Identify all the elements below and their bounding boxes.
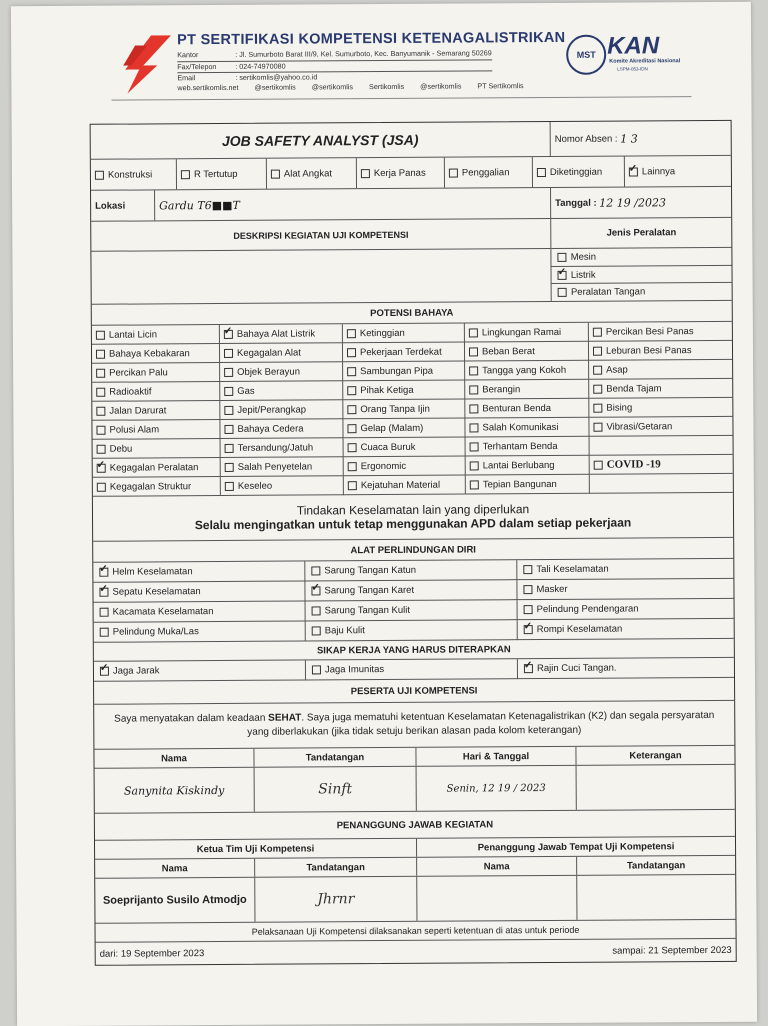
- equip-mesin[interactable]: Mesin: [552, 248, 732, 267]
- peserta-label: PESERTA UJI KOMPETENSI: [350, 684, 478, 697]
- apd-sarung-tangan-katun[interactable]: [305, 560, 517, 581]
- checkbox[interactable]: [361, 169, 370, 178]
- checkbox[interactable]: [593, 346, 602, 355]
- col-hari-tanggal: Hari & Tanggal: [416, 747, 576, 766]
- hazard-label: Vibrasi/Getaran: [606, 420, 673, 433]
- hazard-beban-berat[interactable]: [465, 342, 589, 362]
- checkbox[interactable]: [224, 348, 233, 357]
- lokasi-value[interactable]: Gardu T6■■T: [159, 198, 240, 212]
- hazard-label: Gas: [237, 385, 255, 397]
- checkbox[interactable]: [348, 443, 357, 452]
- hazard-tersandung-jatuh[interactable]: [221, 438, 344, 458]
- hazard-label: COVID -19: [606, 458, 661, 471]
- lokasi-label: Lokasi: [91, 190, 155, 220]
- apd-kacamata-keselamatan[interactable]: [94, 601, 306, 622]
- checkbox[interactable]: [523, 565, 532, 574]
- pj-label: PENANGGUNG JAWAB KEGIATAN: [336, 818, 494, 831]
- kan-subtitle: Komite Akreditasi Nasional: [609, 58, 681, 65]
- apd-sepatu-keselamatan[interactable]: [93, 581, 305, 602]
- hazard-label: Bahaya Alat Listrik: [236, 327, 316, 340]
- checkbox[interactable]: [347, 348, 356, 357]
- periode-dari: dari: 19 September 2023: [99, 947, 205, 960]
- tindakan-heading: Tindakan Keselamatan lain yang diperlukan: [296, 502, 530, 518]
- checkbox[interactable]: [96, 330, 105, 339]
- tiktok-link: @sertikomlis: [420, 81, 462, 91]
- hazard-label: Sambungan Pipa: [360, 365, 434, 377]
- apd-label: Pelindung Pendengaran: [536, 603, 639, 616]
- col-keterangan: Keterangan: [629, 749, 682, 762]
- hazard-label: Orang Tanpa Ijin: [360, 403, 430, 415]
- checkbox[interactable]: [558, 270, 567, 279]
- company-logo: [121, 35, 171, 93]
- hazard-label: Beban Berat: [481, 345, 535, 357]
- checkbox[interactable]: [524, 664, 533, 673]
- checkbox[interactable]: [593, 403, 602, 412]
- apd-label: Pelindung Muka/Las: [112, 626, 199, 638]
- checkbox[interactable]: [312, 665, 321, 674]
- sikap-jaga-imunitas[interactable]: [306, 659, 518, 680]
- company-name: PT SERTIFIKASI KOMPETENSI KETENAGALISTRIKAN: [177, 29, 566, 49]
- apd-label: Rompi Keselamatan: [536, 623, 623, 636]
- hazard-label: Lingkungan Ramai: [481, 326, 562, 338]
- work-type-lainnya[interactable]: ✓ Lainnya: [625, 156, 731, 187]
- checkbox[interactable]: [224, 424, 233, 433]
- checkbox[interactable]: [225, 462, 234, 471]
- pj-col-nama: Nama: [417, 857, 577, 876]
- hazard-tepian-bangunan[interactable]: [466, 475, 590, 495]
- hazard-label: Objek Berayun: [237, 366, 301, 378]
- hazard-label: Debu: [109, 443, 133, 455]
- hazard-tangga-yang-kokoh[interactable]: [465, 361, 589, 381]
- checkbox[interactable]: [469, 347, 478, 356]
- hazard-gelap-malam[interactable]: [343, 419, 465, 439]
- hazard-label: Leburan Besi Panas: [605, 344, 692, 357]
- hazard-lingkungan-ramai[interactable]: [465, 323, 589, 343]
- checkbox[interactable]: [224, 386, 233, 395]
- hazard-ketinggian[interactable]: [343, 324, 465, 344]
- checkbox[interactable]: [348, 481, 357, 490]
- hazard-label: Terhantam Benda: [482, 440, 558, 452]
- checkbox[interactable]: [594, 460, 603, 469]
- checkbox[interactable]: [96, 425, 105, 434]
- potensi-bahaya-label: POTENSI BAHAYA: [370, 307, 454, 319]
- hazard-jepit-perangkap[interactable]: [220, 400, 343, 420]
- peserta-hari[interactable]: Senin, 12 19 / 2023: [446, 782, 546, 795]
- hazard-label: Ketinggian: [359, 327, 405, 339]
- statement: Saya menyatakan dalam keadaan SEHAT. Saya juga mematuhi ketentuan Keselamatan Ketenagalistrikan (K2) dan segala persyaratan yang diberlakukan (jika tidak setuju berikan alasan pada kolom keterangan): [114, 709, 715, 738]
- hazard-sambungan-pipa[interactable]: [343, 362, 465, 382]
- apd-label: Baju Kulit: [324, 625, 365, 637]
- hazard-label: Gelap (Malam): [360, 422, 424, 434]
- twitter-link: @sertikomlis: [311, 82, 354, 92]
- hazard-grid: [92, 322, 733, 497]
- apd-label: Sarung Tangan Karet: [324, 584, 415, 597]
- checkbox[interactable]: [311, 586, 320, 595]
- pj-signature[interactable]: [577, 875, 735, 920]
- facebook-link: Sertikomlis: [368, 81, 405, 92]
- apd-masker[interactable]: [517, 579, 733, 600]
- checkbox[interactable]: [470, 442, 479, 451]
- checkbox[interactable]: [537, 168, 546, 177]
- checkbox[interactable]: [593, 365, 602, 374]
- checkbox[interactable]: [96, 349, 105, 358]
- checkbox[interactable]: [348, 462, 357, 471]
- peserta-signature[interactable]: Sinft: [318, 781, 353, 798]
- ketua-nama: Soeprijanto Susilo Atmodjo: [95, 878, 255, 923]
- col-tandatangan: Tandatangan: [254, 748, 416, 767]
- checkbox[interactable]: [470, 461, 479, 470]
- apd-label: Masker: [536, 583, 568, 596]
- header-divider: [111, 96, 691, 101]
- apd-label: ALAT PERLINDUNGAN DIRI: [350, 543, 476, 556]
- apd-label: Helm Keselamatan: [112, 566, 193, 578]
- apd-label: Sarung Tangan Kulit: [324, 604, 411, 617]
- social-links: [177, 81, 537, 92]
- kan-logo: KAN: [607, 32, 660, 60]
- checkbox[interactable]: [469, 385, 478, 394]
- checkbox[interactable]: [558, 253, 567, 262]
- checkbox[interactable]: [347, 367, 356, 376]
- checkbox[interactable]: [100, 608, 109, 617]
- checkbox[interactable]: [97, 444, 106, 453]
- hazard-pekerjaan-terdekat[interactable]: [343, 343, 465, 363]
- work-type-diketinggian[interactable]: Diketinggian: [533, 157, 625, 188]
- pj-nama[interactable]: [417, 876, 577, 921]
- checkbox[interactable]: [449, 168, 458, 177]
- sikap-label: Rajin Cuci Tangan.: [536, 662, 617, 675]
- hazard-benturan-benda[interactable]: [465, 399, 589, 419]
- instagram-link: @sertikomlis: [254, 82, 296, 92]
- hazard-label: Pihak Ketiga: [360, 384, 414, 396]
- deskripsi-field[interactable]: [91, 249, 551, 304]
- hazard-lantai-berlubang[interactable]: [466, 456, 590, 476]
- hazard-label: Pekerjaan Terdekat: [359, 346, 442, 358]
- peserta-nama[interactable]: Sanynita Kiskindy: [123, 783, 225, 798]
- equip-peralatan-tangan[interactable]: Peralatan Tangan: [552, 283, 732, 301]
- pelaksanaan-text: Pelaksanaan Uji Kompetensi dilaksanakan seperti ketentuan di atas untuk periode: [251, 924, 580, 937]
- hazard-salah-penyetelan[interactable]: [221, 457, 344, 477]
- hazard-label: Percikan Palu: [109, 366, 168, 379]
- checkbox[interactable]: [100, 667, 109, 676]
- checkbox[interactable]: [96, 368, 105, 377]
- checkbox[interactable]: [629, 167, 638, 176]
- hazard-label: Benda Tajam: [606, 382, 662, 395]
- hazard-covid-19[interactable]: [590, 455, 733, 475]
- absen-label: Nomor Absen :: [554, 133, 618, 145]
- hazard-jalan-darurat[interactable]: [92, 401, 220, 421]
- sikap-rajin-cuci-tangan[interactable]: [518, 658, 734, 679]
- hazard-radioaktif[interactable]: [92, 382, 220, 402]
- sikap-label: Jaga Jarak: [112, 665, 160, 677]
- checkbox[interactable]: [558, 288, 567, 297]
- apd-label: Kacamata Keselamatan: [112, 606, 214, 618]
- hazard-objek-berayun[interactable]: [220, 362, 343, 382]
- checkbox[interactable]: [523, 585, 532, 594]
- apd-label: Sarung Tangan Katun: [324, 564, 417, 577]
- peserta-keterangan[interactable]: [577, 765, 735, 810]
- hazard-label: Kegagalan Peralatan: [109, 461, 199, 474]
- checkbox[interactable]: [271, 169, 280, 178]
- hazard-kegagalan-alat[interactable]: [220, 343, 343, 363]
- hazard-bahaya-kebakaran[interactable]: [92, 344, 220, 364]
- hazard-label: Keseleo: [237, 480, 273, 492]
- hazard-asap[interactable]: [589, 360, 732, 380]
- hazard-keseleo[interactable]: [221, 476, 344, 496]
- tanggal-label: Tanggal :: [555, 197, 597, 209]
- hazard-label: Berangin: [482, 383, 521, 395]
- hazard-label: Salah Penyetelan: [237, 460, 313, 473]
- work-type-penggalian[interactable]: Penggalian: [445, 157, 533, 188]
- checkbox[interactable]: [524, 625, 533, 634]
- jsa-form: [90, 120, 737, 966]
- apd-sarung-tangan-karet[interactable]: [305, 580, 517, 601]
- hazard-empty-44: [590, 474, 733, 494]
- hazard-label: Bahaya Kebakaran: [108, 347, 190, 360]
- web-link: web.sertikomlis.net: [177, 82, 239, 93]
- periode-sampai: sampai: 21 September 2023: [612, 944, 732, 957]
- hazard-label: Lantai Berlubang: [482, 459, 555, 471]
- sikap-label: SIKAP KERJA YANG HARUS DITERAPKAN: [316, 643, 511, 656]
- hazard-label: Salah Komunikasi: [482, 421, 559, 433]
- sikap-label: Jaga Imunitas: [324, 664, 385, 676]
- checkbox[interactable]: [347, 405, 356, 414]
- hazard-label: Bahaya Cedera: [237, 422, 304, 435]
- apd-label: Sepatu Keselamatan: [112, 586, 201, 598]
- hazard-cuaca-buruk[interactable]: [344, 438, 466, 458]
- contact-block: Kantor : Jl. Sumurboto Barat III/9, Kel. Sumurboto, Kec. Banyumanik - Semarang 50269 Fax/Telepon : 024-74970080 Email : sertikomlis@yahoo.co.id: [177, 48, 492, 83]
- checkbox[interactable]: [524, 605, 533, 614]
- hazard-leburan-besi-panas[interactable]: [589, 341, 732, 361]
- hazard-orang-tanpa-ijin[interactable]: [343, 400, 465, 420]
- document-page: [11, 2, 757, 1026]
- checkbox[interactable]: [100, 628, 109, 637]
- checkbox[interactable]: [593, 422, 602, 431]
- mst-logo: MST: [566, 35, 606, 75]
- apd-pelindung-muka-las[interactable]: [94, 621, 306, 642]
- checkbox[interactable]: [99, 588, 108, 597]
- youtube-link: PT Sertikomlis: [477, 81, 524, 91]
- hazard-kejatuhan-material[interactable]: [344, 475, 466, 495]
- tindakan-text: Selalu mengingatkan untuk tetap menggunakan APD dalam setiap pekerjaan: [194, 515, 632, 533]
- checkbox[interactable]: [469, 404, 478, 413]
- hazard-percikan-palu[interactable]: [92, 363, 220, 383]
- hazard-terhantam-benda[interactable]: [466, 437, 590, 457]
- tanggal-value[interactable]: 12 19 /2023: [599, 195, 667, 210]
- hazard-label: Bising: [606, 401, 633, 414]
- hazard-bising[interactable]: [589, 398, 732, 418]
- apd-tali-keselamatan[interactable]: [517, 559, 733, 580]
- checkbox[interactable]: [99, 568, 108, 577]
- work-type-alat-angkat[interactable]: Alat Angkat: [267, 158, 357, 189]
- checkbox[interactable]: [224, 329, 233, 338]
- hazard-label: Percikan Besi Panas: [605, 325, 694, 338]
- hazard-kegagalan-struktur[interactable]: [93, 477, 221, 497]
- checkbox[interactable]: [593, 327, 602, 336]
- hazard-lantai-licin[interactable]: [92, 325, 220, 345]
- checkbox[interactable]: [97, 482, 106, 491]
- hazard-percikan-besi-panas[interactable]: [589, 322, 732, 342]
- work-type-r-tertutup[interactable]: R Tertutup: [177, 159, 267, 190]
- hazard-berangin[interactable]: [465, 380, 589, 400]
- checkbox[interactable]: [347, 424, 356, 433]
- hazard-vibrasi-getaran[interactable]: [589, 417, 732, 437]
- hazard-ergonomic[interactable]: [344, 457, 466, 477]
- apd-pelindung-pendengaran[interactable]: [518, 599, 734, 620]
- hazard-label: Kejatuhan Material: [360, 479, 441, 491]
- pj-col-ttd: Tandatangan: [626, 859, 686, 872]
- checkbox[interactable]: [97, 463, 106, 472]
- apd-rompi-keselamatan[interactable]: [518, 619, 734, 640]
- checkbox[interactable]: [224, 405, 233, 414]
- checkbox[interactable]: [469, 366, 478, 375]
- col-nama: Nama: [94, 749, 254, 768]
- form-title: JOB SAFETY ANALYST (JSA): [221, 131, 419, 149]
- checkbox[interactable]: [312, 626, 321, 635]
- hazard-label: Ergonomic: [360, 460, 407, 472]
- hazard-label: Lantai Licin: [108, 328, 157, 341]
- checkbox[interactable]: [469, 423, 478, 432]
- hazard-benda-tajam[interactable]: [589, 379, 732, 399]
- hazard-label: Jepit/Perangkap: [237, 403, 307, 416]
- apd-helm-keselamatan[interactable]: [93, 561, 305, 582]
- hazard-salah-komunikasi[interactable]: [465, 418, 589, 438]
- checkbox[interactable]: [225, 481, 234, 490]
- deskripsi-label: DESKRIPSI KEGIATAN UJI KOMPETENSI: [91, 219, 550, 252]
- hazard-label: Tepian Bangunan: [482, 478, 557, 490]
- checkbox[interactable]: [96, 406, 105, 415]
- apd-sarung-tangan-kulit[interactable]: [306, 600, 518, 621]
- hazard-label: Tangga yang Kokoh: [482, 364, 567, 376]
- checkbox[interactable]: [469, 328, 478, 337]
- work-type-konstruksi[interactable]: Konstruksi: [91, 159, 177, 190]
- hazard-pihak-ketiga[interactable]: [343, 381, 465, 401]
- hazard-label: Tersandung/Jatuh: [237, 441, 314, 454]
- checkbox[interactable]: [470, 480, 479, 489]
- checkbox[interactable]: [95, 170, 104, 179]
- checkbox[interactable]: [181, 170, 190, 179]
- ketua-label: Ketua Tim Uji Kompetensi: [95, 839, 417, 859]
- hazard-label: Polusi Alam: [109, 423, 160, 436]
- apd-label: Tali Keselamatan: [536, 563, 609, 576]
- kan-code: LSPM-053-IDN: [617, 66, 648, 72]
- hazard-bahaya-alat-listrik[interactable]: [220, 324, 343, 344]
- hazard-kegagalan-peralatan[interactable]: [93, 458, 221, 478]
- sikap-jaga-jarak[interactable]: [94, 660, 306, 681]
- checkbox[interactable]: [96, 387, 105, 396]
- apd-grid: [93, 559, 733, 643]
- equip-listrik[interactable]: ✓ Listrik: [552, 266, 732, 285]
- hazard-debu[interactable]: [93, 439, 221, 459]
- hazard-empty-34: [590, 436, 733, 456]
- hazard-polusi-alam[interactable]: [92, 420, 220, 440]
- ketua-col-nama: Nama: [95, 859, 255, 878]
- hazard-label: Jalan Darurat: [109, 404, 167, 417]
- ketua-signature: Jhrnr: [317, 891, 355, 908]
- hazard-label: Radioaktif: [109, 385, 152, 398]
- hazard-label: Kegagalan Struktur: [109, 480, 192, 493]
- checkbox[interactable]: [224, 367, 233, 376]
- work-type-kerja-panas[interactable]: Kerja Panas: [357, 158, 445, 189]
- checkbox[interactable]: [593, 384, 602, 393]
- absen-value[interactable]: 1 3: [620, 131, 638, 146]
- hazard-label: Benturan Benda: [482, 402, 552, 414]
- checkbox[interactable]: [225, 443, 234, 452]
- checkbox[interactable]: [347, 386, 356, 395]
- ketua-col-ttd: Tandatangan: [255, 858, 417, 877]
- hazard-label: Asap: [606, 364, 628, 376]
- pj-tempat-label: Penanggung Jawab Tempat Uji Kompetensi: [477, 840, 675, 853]
- work-type-row: [91, 156, 731, 191]
- hazard-label: Cuaca Buruk: [360, 441, 416, 453]
- hazard-bahaya-cedera[interactable]: [220, 419, 343, 439]
- checkbox[interactable]: [311, 566, 320, 575]
- checkbox[interactable]: [347, 329, 356, 338]
- checkbox[interactable]: [312, 606, 321, 615]
- hazard-gas[interactable]: [220, 381, 343, 401]
- hazard-label: Kegagalan Alat: [236, 347, 301, 359]
- apd-baju-kulit[interactable]: [306, 620, 518, 641]
- jenis-peralatan-label: Jenis Peralatan: [551, 218, 731, 249]
